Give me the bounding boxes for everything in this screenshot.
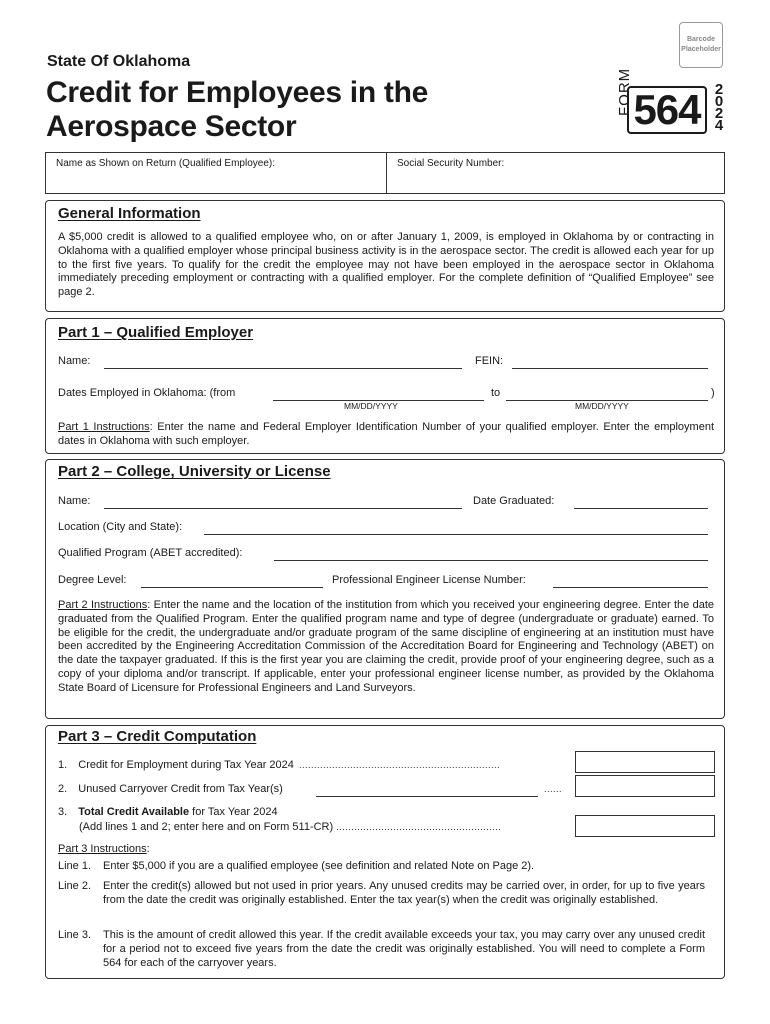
line3-label: for Tax Year 2024 — [189, 806, 278, 818]
state-name: State Of Oklahoma — [47, 53, 191, 70]
license-number-label: Professional Engineer License Number: — [332, 574, 526, 586]
school-name-line[interactable] — [104, 508, 462, 509]
date-from-hint: MM/DD/YYYY — [344, 401, 398, 411]
barcode-placeholder: Barcode Placeholder — [679, 22, 723, 68]
instruction-line2-label: Line 2. — [58, 880, 92, 892]
date-graduated-line[interactable] — [574, 508, 708, 509]
ssn-label: Social Security Number: — [397, 158, 505, 169]
qualified-program-label: Qualified Program (ABET accredited): — [58, 547, 243, 559]
instruction-line2-text: Enter the credit(s) allowed but not used in prior years. Any unused credits may be carried over, in order, for up to five years from the date the credit was originally established. Enter the tax year(s) when the credit was originally established. — [103, 880, 705, 906]
line3-label-bold: Total Credit Available — [78, 806, 190, 818]
line1-amount-field[interactable] — [575, 751, 715, 773]
instruction-line1-text: Enter $5,000 if you are a qualified employee (see definition and related Note on Page 2). — [103, 860, 535, 872]
part2-instructions-label: Part 2 Instructions — [58, 599, 148, 611]
part2-title: Part 2 – College, University or License — [58, 463, 331, 480]
form-title-line2: Aerospace Sector — [46, 110, 297, 143]
part2-section — [45, 459, 725, 719]
line1-dots: ................................................................... — [298, 760, 501, 770]
line3-dots: ....................................................... — [336, 822, 502, 832]
school-name-label: Name: — [58, 495, 91, 507]
general-information-section — [45, 200, 725, 312]
fein-label: FEIN: — [475, 355, 504, 367]
line3-number: 3. — [58, 806, 68, 818]
part1-section — [45, 318, 725, 454]
degree-level-label: Degree Level: — [58, 574, 127, 586]
year-digit-3: 2 — [714, 105, 724, 122]
form-number: 564 — [627, 86, 707, 134]
line3-subline — [79, 821, 501, 833]
line2-amount-field[interactable] — [575, 775, 715, 797]
fein-line[interactable] — [512, 368, 708, 369]
part3-instructions-label: Part 3 Instructions — [58, 843, 147, 855]
line3-amount-field[interactable] — [575, 815, 715, 837]
part2-instructions — [58, 599, 714, 696]
dates-employed-label: Dates Employed in Oklahoma: (from — [58, 387, 236, 399]
form-title-line1: Credit for Employees in the — [46, 76, 428, 109]
line3-sublabel: (Add lines 1 and 2; enter here and on Form 511-CR) — [79, 821, 334, 833]
line3 — [58, 806, 278, 818]
employer-name-line[interactable] — [104, 368, 462, 369]
instruction-line1-label: Line 1. — [58, 860, 92, 872]
part1-instructions — [58, 421, 714, 449]
employee-name-label: Name as Shown on Return (Qualified Employee): — [56, 158, 275, 169]
general-information-title: General Information — [58, 205, 201, 222]
line1 — [58, 759, 500, 771]
part1-instructions-label: Part 1 Instructions — [58, 421, 150, 433]
instruction-line3-label: Line 3. — [58, 929, 92, 941]
date-to-hint: MM/DD/YYYY — [575, 401, 629, 411]
general-information-text: A $5,000 credit is allowed to a qualified employee who, on or after January 1, 2009, is employed in Oklahoma by or contracting in Oklahoma with a qualified employer whose principal business activity is in the aerospace sector. The credit is allowed each year for up to the first five years. To qualify for the credit the employee may not have been employed in the aerospace sector in Oklahoma immediately preceding employment or contracting with a qualified employer. For the complete definition of “Qualified Employee” see page 2. — [58, 231, 714, 299]
taxpayer-info-box — [45, 152, 725, 194]
year-digit-4: 4 — [714, 117, 724, 134]
location-label: Location (City and State): — [58, 521, 183, 533]
date-to-label: to — [491, 387, 501, 399]
line2-number: 2. — [58, 783, 68, 795]
part1-title: Part 1 – Qualified Employer — [58, 324, 254, 341]
year-digit-1: 2 — [714, 81, 724, 98]
form-word: FORM — [616, 67, 633, 116]
carryover-tax-year-line[interactable] — [316, 796, 538, 797]
part3-instructions-heading — [58, 843, 150, 855]
line2-dots: ...... — [544, 784, 563, 794]
part1-instructions-text: : Enter the name and Federal Employer Identification Number of your qualified employer. Enter the employment dates in Oklahoma with such employer. — [58, 421, 714, 447]
dates-close-paren: ) — [711, 387, 715, 399]
part3-title: Part 3 – Credit Computation — [58, 728, 257, 745]
line1-label: Credit for Employment during Tax Year 2024 — [78, 759, 294, 771]
line2 — [58, 783, 283, 795]
line1-number: 1. — [58, 759, 68, 771]
part2-instructions-text: : Enter the name and the location of the institution from which you received your engineering degree. Enter the date graduated from the Qualified Program. Enter the qualified program name and type of degree (undergraduate or graduate) earned. To be eligible for the credit, the undergraduate and/or graduate program of the same discipline of engineering at an institution must have been accredited by the Engineering Accreditation Commission of the Accreditation Board for Engineering and Technology (ABET) on the date the taxpayer graduated. If this is the first year you are claiming the credit, provide proof of your engineering degree, such as a copy of your diploma and/or transcript. If applicable, enter your professional engineer license number, as provided by the Oklahoma State Board of Licensure for Professional Engineers and Land Surveyors. — [58, 599, 715, 694]
employer-name-label: Name: — [58, 355, 91, 367]
qualified-program-line[interactable] — [274, 560, 708, 561]
degree-level-line[interactable] — [141, 587, 323, 588]
form-title — [46, 76, 428, 144]
location-line[interactable] — [204, 534, 708, 535]
part3-section — [45, 725, 725, 979]
field-divider — [386, 153, 387, 193]
year-digit-2: 0 — [714, 93, 724, 110]
part3-instructions-colon: : — [146, 843, 150, 855]
license-number-line[interactable] — [553, 587, 708, 588]
date-graduated-label: Date Graduated: — [473, 495, 555, 507]
line2-label: Unused Carryover Credit from Tax Year(s) — [78, 783, 283, 795]
instruction-line3-text: This is the amount of credit allowed this year. If the credit available exceeds your tax, you may carry over any unused credit for a period not to exceed five years from the date the credit was originally established. You will need to complete a Form 564 for each of the carryover years. — [103, 929, 705, 969]
